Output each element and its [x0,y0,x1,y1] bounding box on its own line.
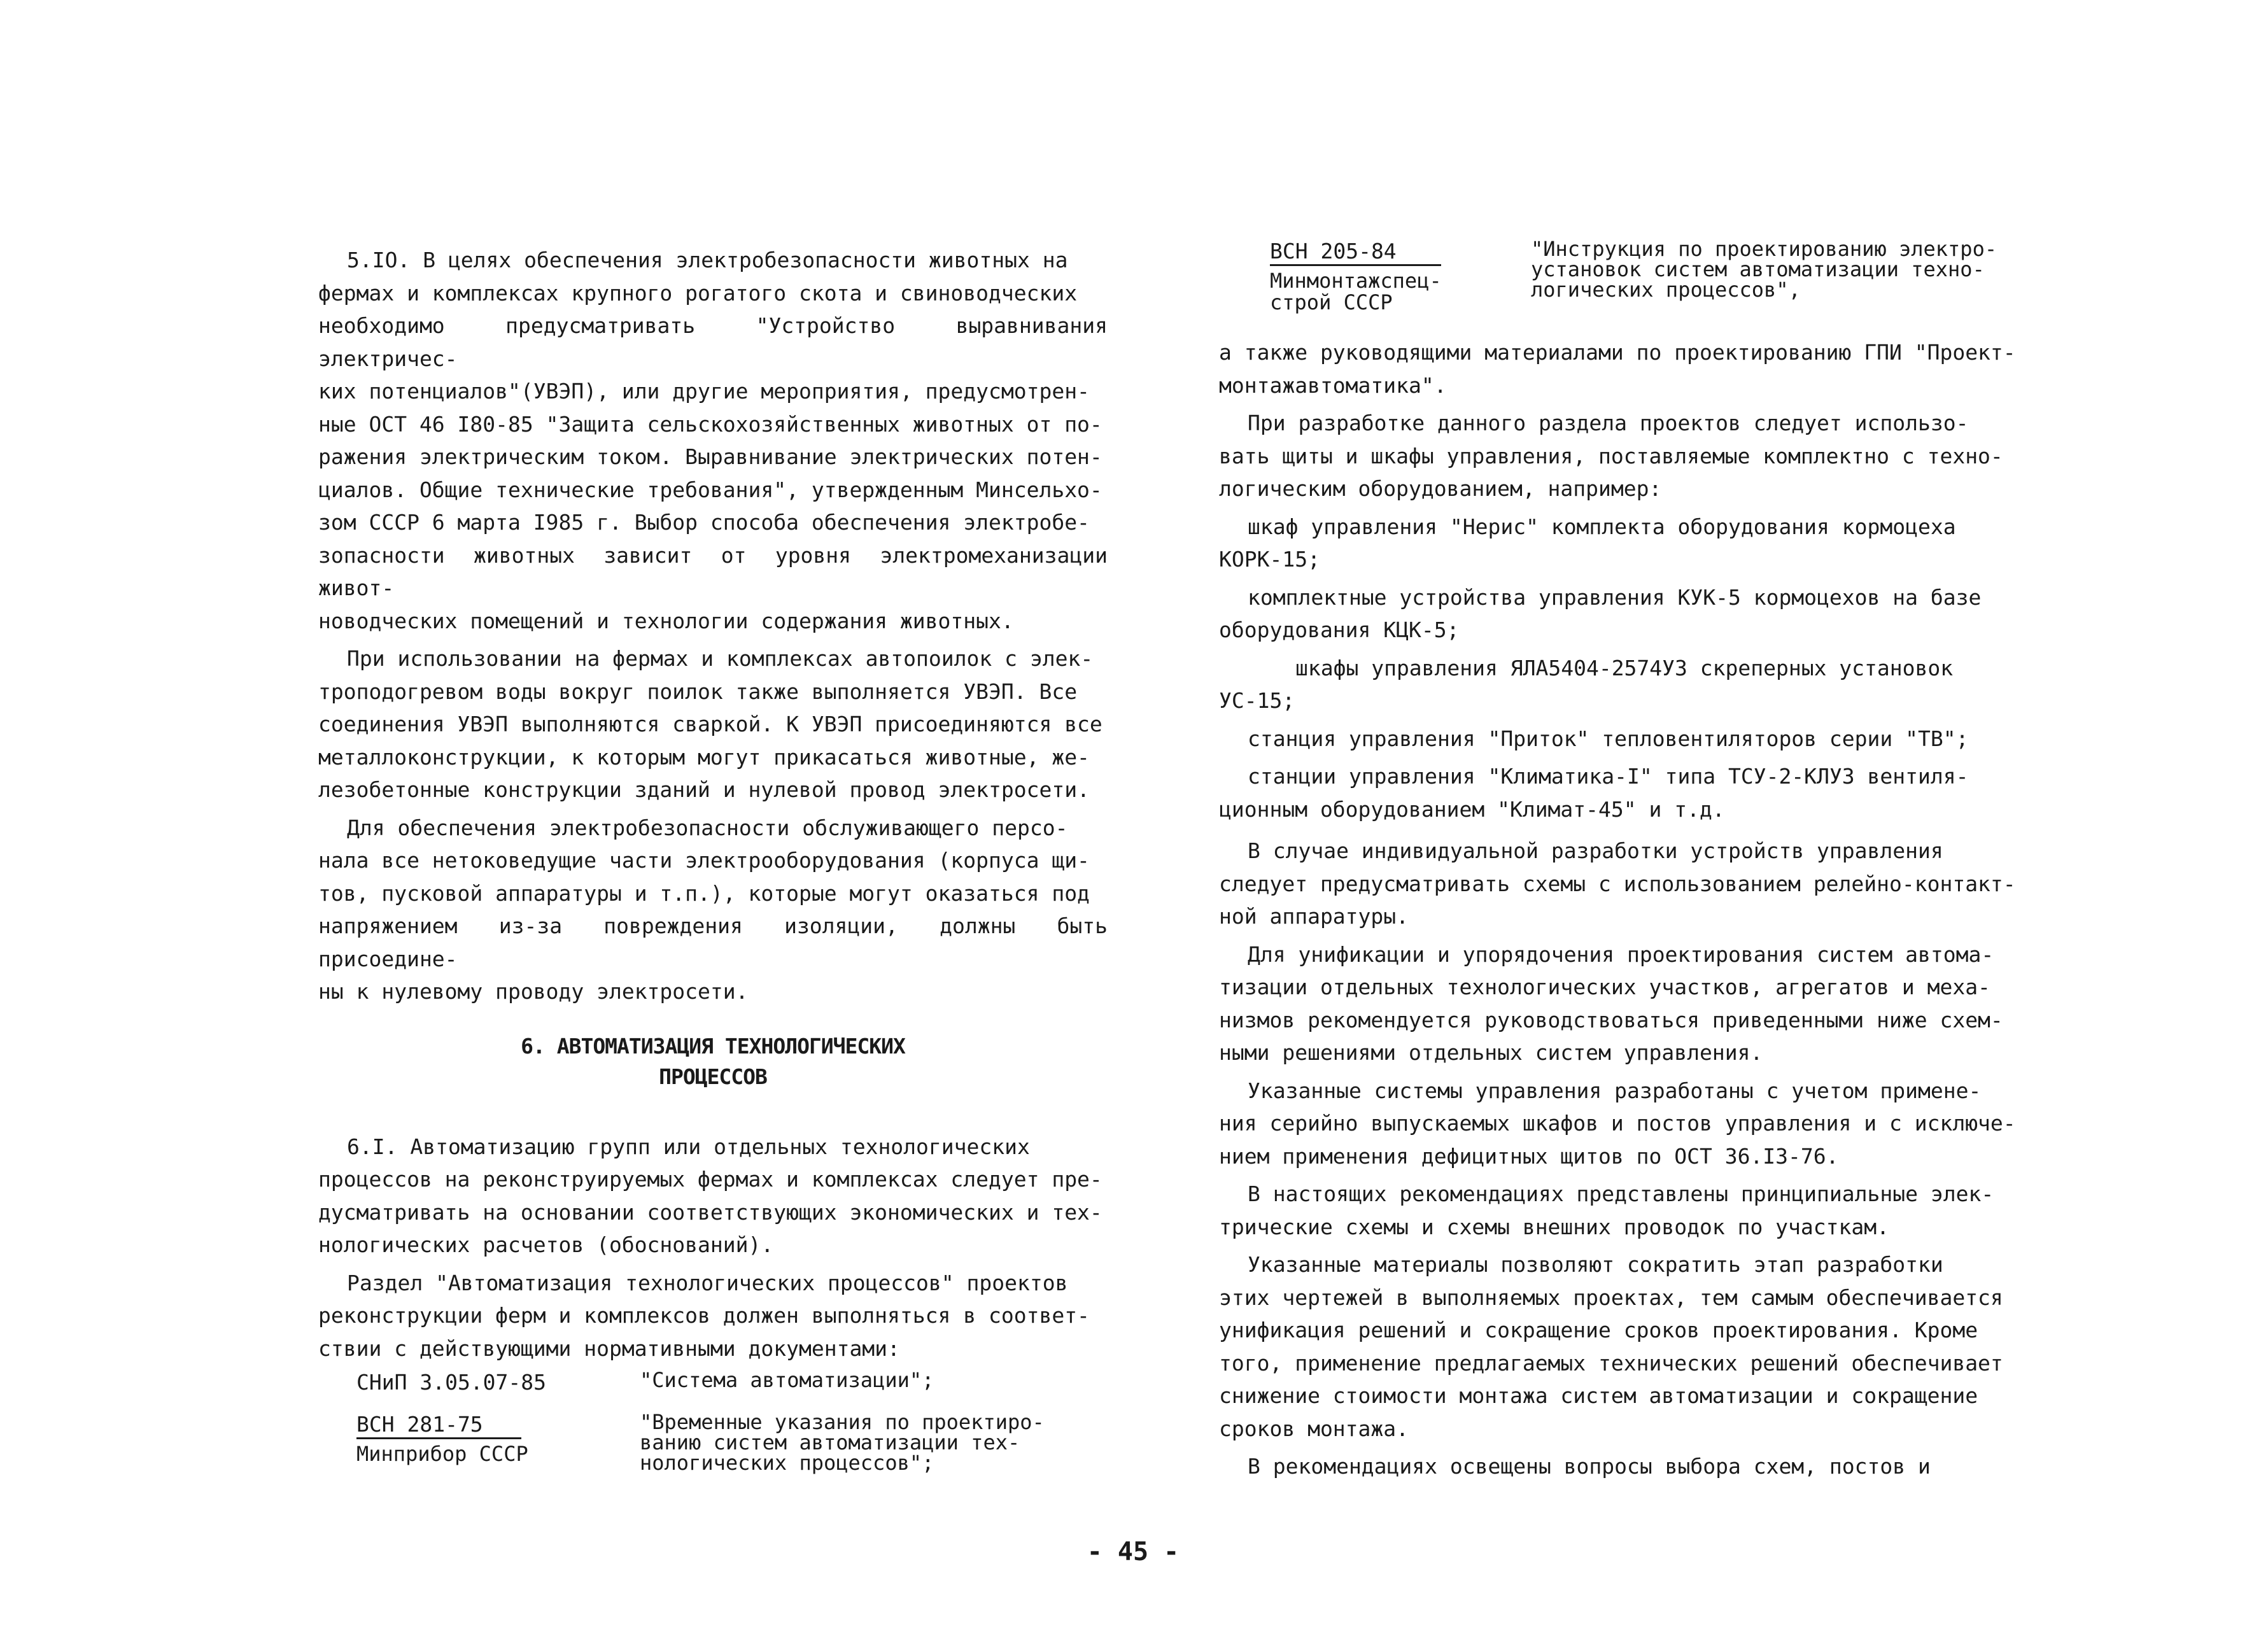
left-column [318,244,1108,1476]
norm-authority: Минмонтажспец- строй СССР [1270,269,1442,314]
norm-code: ВСН 205-84 [1270,239,1441,266]
paragraph-unification: Для унификации и упорядочения проектирования систем автома- тизации отдельных технологических участков, агрегатов и меха- низмов рекомендуется руководствоваться приведенными ниже схем- ными решениями отдельных систем управления. [1219,941,2003,1065]
norm-snip [356,1370,1108,1395]
section-heading: 6. АВТОМАТИЗАЦИЯ ТЕХНОЛОГИЧЕСКИХ ПРОЦЕССОВ [521,1033,905,1089]
list-item-yala: шкафы управления ЯЛА5404-2574УЗ скреперных установок УС-15; [1219,655,1954,713]
norm-vsn-205 [1270,239,2046,313]
paragraph-materials: Указанные материалы позволяют сократить этап разработки этих чертежей в выполняемых проектах, тем самым обеспечивается унификация решений и сокращение сроков проектирования. Кроме того, применение предлагаемых технических решений обеспечивает снижение стоимости монтажа систем автоматизации и сокращение сроков монтажа. [1219,1252,2003,1441]
list-item-pritok: станция управления "Приток" тепловентиляторов серии "ТВ"; [1248,726,1969,751]
right-column [1219,239,2046,1488]
paragraph-schemes: В настоящих рекомендациях представлены принципиальные элек- трические схемы и схемы внешних проводок по участкам. [1219,1181,1994,1239]
norm-code: ВСН 281-75 [356,1412,521,1439]
paragraph-guidance: а также руководящими материалами по проектированию ГПИ "Проект- монтажавтоматика". [1219,340,2016,398]
paragraph-cabinets: При разработке данного раздела проектов следует использо- вать щиты и шкафы управления, поставляемые комплектно с техно- логическим оборудованием, например: [1219,411,2003,501]
paragraph-6-1: 6.I. Автоматизацию групп или отдельных технологических процессов на реконструируемых фермах и комплексах следует пре- дусматривать на основании соответствующих экономических и тех- нологических расчетов (обоснований). [318,1134,1102,1257]
norm-authority: Минприбор СССР [356,1442,528,1466]
norm-code: СНиП 3.05.07-85 [356,1370,547,1395]
list-item-klimatika: станции управления "Климатика-I" типа ТСУ-2-КЛУЗ вентиля- ционным оборудованием "Климат-45" и т.д. [1219,764,1969,822]
page-number: - 45 - [1087,1537,1180,1567]
norm-description: "Система автоматизации"; [640,1368,934,1392]
paragraph-personnel-safety: Для обеспечения электробезопасности обслуживающего персо- нала все нетоковедущие части электрооборудования (корпуса щи- тов, пусковой аппаратуры и т.п.), которые могут оказаться под напряжением из-за повреждения изоляции, должны быть присоедине- ны к нулевому проводу электросети. [318,815,1108,1004]
paragraph-autopoilki: При использовании на фермах и комплексах автопоилок с элек- троподогревом воды вокруг поилок также выполняется УВЭП. Все соединения УВЭП выполняются сваркой. К УВЭП присоединяются все металлоконструкции, к которым могут прикасаться животные, же- лезобетонные конструкции зданий и нулевой провод электросети. [318,646,1102,802]
list-item-neris: шкаф управления "Нерис" комплекта оборудования кормоцеха КОРК-15; [1219,514,1956,572]
paragraph-section-docs: Раздел "Автоматизация технологических процессов" проектов реконструкции ферм и комплексов должен выполняться в соответ- ствии с действующими нормативными документами: [318,1270,1090,1361]
paragraph-systems: Указанные системы управления разработаны с учетом примене- ния серийно выпускаемых шкафов и постов управления и с исключе- нием применения дефицитных щитов по ОСТ 36.I3-76. [1219,1078,2016,1169]
norm-vsn-281 [356,1412,1108,1473]
list-item-kuk5: комплектные устройства управления КУК-5 кормоцехов на базе оборудования КЦК-5; [1219,584,1982,642]
paragraph-5-10: 5.IO. В целях обеспечения электробезопасности животных на фермах и комплексах крупного рогатого скота и свиноводческих необходимо предусматривать "Устройство выравнивания электричес- ких потенциалов"(УВЭП), или другие мероприятия, предусмотрен- ные ОСТ 46 I80-85 "Защита сельскохозяйственных животных от по- ражения электрическим током. Выравнивание электрических потен- циалов. Общие технические требования", утвержденным Минсельхо- зом СССР 6 марта I985 г. Выбор способа обеспечения электробе- зопасности животных зависит от уровня электромеханизации живот- новодческих помещений и технологии содержания животных. [318,248,1108,633]
paragraph-recommendations: В рекомендациях освещены вопросы выбора схем, постов и [1248,1454,1931,1479]
paragraph-individual: В случае индивидуальной разработки устройств управления следует предусматривать схемы с использованием релейно-контакт- ной аппаратуры. [1219,838,2016,929]
norm-description: "Временные указания по проектиро- ванию систем автоматизации тех- нологических процессов"; [640,1410,1045,1475]
norm-description: "Инструкция по проектированию электро- установок систем автоматизации техно- логических процессов", [1531,237,1997,302]
